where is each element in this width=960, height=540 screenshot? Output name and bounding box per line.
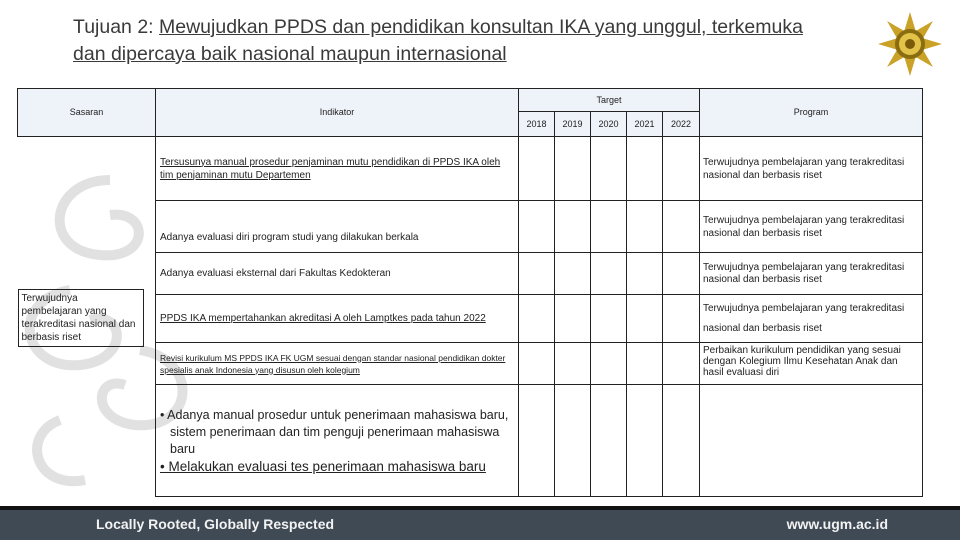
indikator-cell: Adanya evaluasi eksternal dari Fakultas Kedokteran: [156, 253, 519, 295]
footer-tagline: Locally Rooted, Globally Respected: [96, 516, 335, 532]
header-year: 2019: [555, 112, 591, 137]
indikator-cell: Adanya evaluasi diri program studi yang dilakukan berkala: [156, 201, 519, 253]
header-indikator: Indikator: [156, 89, 519, 137]
title-line-2: dan dipercaya baik nasional maupun internasional: [73, 43, 507, 65]
program-cell: Terwujudnya pembelajaran yang terakreditasi nasional dan berbasis riset: [700, 201, 923, 253]
table-row: [18, 137, 923, 201]
footer-website: www.ugm.ac.id: [786, 516, 888, 532]
title-line-1: Tujuan 2: Mewujudkan PPDS dan pendidikan konsultan IKA yang unggul, terkemuka: [73, 16, 803, 38]
sasaran-cell: [18, 137, 156, 497]
program-cell: Perbaikan kurikulum pendidikan yang sesuai dengan Kolegium Ilmu Kesehatan Anak dan hasil evaluasi diri: [700, 343, 923, 385]
footer-bar: [0, 510, 960, 540]
bullet-item: • Melakukan evaluasi tes penerimaan mahasiswa baru: [160, 458, 486, 474]
program-cell: Terwujudnya pembelajaran yang terakreditasi nasional dan berbasis riset: [700, 137, 923, 201]
header-year: 2022: [663, 112, 700, 137]
header-year: 2021: [627, 112, 663, 137]
indikator-cell: [156, 385, 519, 497]
bullet-item: • Adanya manual prosedur untuk penerimaan mahasiswa baru, sistem penerimaan dan tim penguji penerimaan mahasiswa baru: [160, 407, 509, 456]
strategy-table: [17, 88, 923, 497]
header-year: 2018: [519, 112, 555, 137]
footer-divider: [0, 506, 960, 510]
header-program: Program: [700, 89, 923, 137]
indikator-cell: Revisi kurikulum MS PPDS IKA FK UGM sesuai dengan standar nasional pendidikan dokter spesialis anak Indonesia yang disusun oleh kolegium: [156, 343, 519, 385]
header-target: Target: [519, 89, 700, 112]
header-year: 2020: [591, 112, 627, 137]
program-cell: Terwujudnya pembelajaran yang terakreditasi nasional dan berbasis riset: [700, 253, 923, 295]
program-cell: Terwujudnya pembelajaran yang terakreditasi nasional dan berbasis riset: [700, 295, 923, 343]
header-sasaran: Sasaran: [18, 89, 156, 137]
ugm-emblem-icon: [873, 10, 947, 78]
program-cell: [700, 385, 923, 497]
page-title: [73, 14, 873, 68]
indikator-cell: Tersusunya manual prosedur penjaminan mutu pendidikan di PPDS IKA oleh tim penjaminan mutu Departemen: [156, 137, 519, 201]
header-row-1: [18, 89, 923, 112]
sasaran-text: Terwujudnya pembelajaran yang terakreditasi nasional dan berbasis riset: [18, 289, 144, 347]
indikator-cell: PPDS IKA mempertahankan akreditasi A oleh Lamptkes pada tahun 2022: [156, 295, 519, 343]
